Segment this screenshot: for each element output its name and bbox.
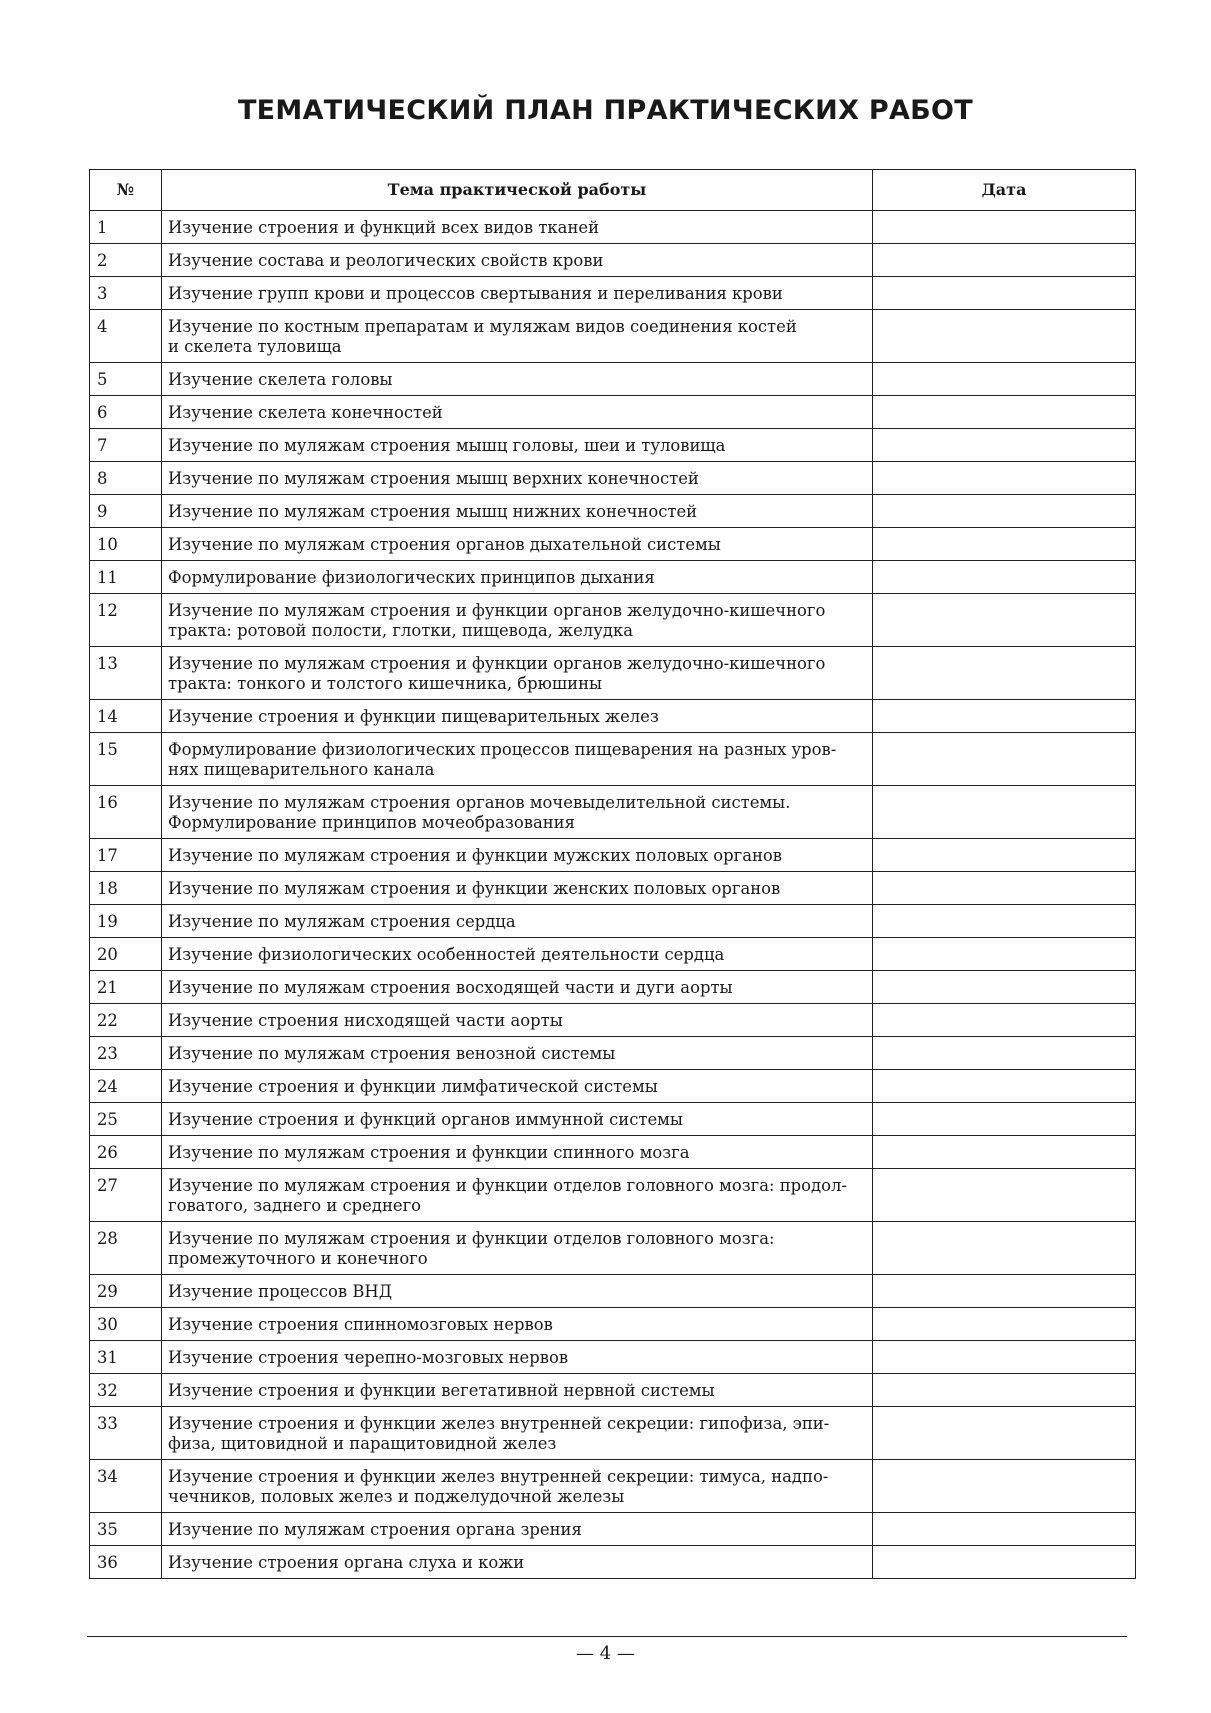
row-number: 11 <box>90 561 162 594</box>
row-date <box>873 462 1136 495</box>
row-date <box>873 839 1136 872</box>
row-number: 2 <box>90 244 162 277</box>
row-number: 26 <box>90 1136 162 1169</box>
table-row <box>90 1407 1136 1460</box>
row-date <box>873 1374 1136 1407</box>
row-topic: Изучение скелета головы <box>162 363 873 396</box>
row-date <box>873 872 1136 905</box>
row-number: 36 <box>90 1546 162 1579</box>
header-number: № <box>90 170 162 211</box>
row-date <box>873 1341 1136 1374</box>
row-number: 1 <box>90 211 162 244</box>
row-topic: Изучение по костным препаратам и муляжам видов соединения костей и скелета туловища <box>162 310 873 363</box>
row-date <box>873 905 1136 938</box>
row-number: 25 <box>90 1103 162 1136</box>
table-row <box>90 733 1136 786</box>
table-row <box>90 1037 1136 1070</box>
table-row <box>90 1308 1136 1341</box>
row-topic: Изучение по муляжам строения и функции органов желудочно-кишечного тракта: тонкого и толстого кишечника, брюшины <box>162 647 873 700</box>
row-date <box>873 1407 1136 1460</box>
table-row <box>90 1222 1136 1275</box>
row-topic: Изучение по муляжам строения мышц нижних конечностей <box>162 495 873 528</box>
row-date <box>873 363 1136 396</box>
row-date <box>873 594 1136 647</box>
row-date <box>873 786 1136 839</box>
table-row <box>90 528 1136 561</box>
row-date <box>873 244 1136 277</box>
row-topic: Изучение строения органа слуха и кожи <box>162 1546 873 1579</box>
row-date <box>873 528 1136 561</box>
row-date <box>873 1169 1136 1222</box>
row-date <box>873 561 1136 594</box>
row-date <box>873 1004 1136 1037</box>
table-row <box>90 971 1136 1004</box>
row-date <box>873 733 1136 786</box>
table-row <box>90 1341 1136 1374</box>
row-topic: Изучение по муляжам строения мышц верхних конечностей <box>162 462 873 495</box>
row-number: 4 <box>90 310 162 363</box>
table-header-row <box>90 170 1136 211</box>
row-topic: Изучение по муляжам строения венозной системы <box>162 1037 873 1070</box>
table-row <box>90 700 1136 733</box>
row-date <box>873 647 1136 700</box>
row-date <box>873 1513 1136 1546</box>
table-row <box>90 495 1136 528</box>
table-row <box>90 462 1136 495</box>
row-topic: Изучение групп крови и процессов свертывания и переливания крови <box>162 277 873 310</box>
row-number: 10 <box>90 528 162 561</box>
row-number: 8 <box>90 462 162 495</box>
table-row <box>90 786 1136 839</box>
row-date <box>873 1136 1136 1169</box>
row-number: 18 <box>90 872 162 905</box>
row-topic: Изучение по муляжам строения и функции отделов головного мозга: промежуточного и конечного <box>162 1222 873 1275</box>
row-topic: Изучение по муляжам строения органа зрения <box>162 1513 873 1546</box>
row-number: 28 <box>90 1222 162 1275</box>
table-row <box>90 1546 1136 1579</box>
table-row <box>90 594 1136 647</box>
row-number: 16 <box>90 786 162 839</box>
row-topic: Изучение по муляжам строения и функции женских половых органов <box>162 872 873 905</box>
row-topic: Изучение скелета конечностей <box>162 396 873 429</box>
table-row <box>90 310 1136 363</box>
footer-divider <box>87 1636 1127 1637</box>
table-row <box>90 1374 1136 1407</box>
row-number: 5 <box>90 363 162 396</box>
table-row <box>90 363 1136 396</box>
table-row <box>90 1275 1136 1308</box>
row-topic: Изучение процессов ВНД <box>162 1275 873 1308</box>
row-number: 12 <box>90 594 162 647</box>
table-row <box>90 277 1136 310</box>
row-topic: Изучение по муляжам строения и функции спинного мозга <box>162 1136 873 1169</box>
row-topic: Изучение строения и функции лимфатической системы <box>162 1070 873 1103</box>
row-date <box>873 277 1136 310</box>
row-number: 22 <box>90 1004 162 1037</box>
row-date <box>873 1103 1136 1136</box>
row-number: 23 <box>90 1037 162 1070</box>
row-topic: Формулирование физиологических принципов дыхания <box>162 561 873 594</box>
row-number: 31 <box>90 1341 162 1374</box>
row-date <box>873 429 1136 462</box>
row-date <box>873 1070 1136 1103</box>
row-number: 17 <box>90 839 162 872</box>
row-topic: Изучение строения и функции желез внутренней секреции: гипофиза, эпи- физа, щитовидной и паращитовидной желез <box>162 1407 873 1460</box>
row-number: 33 <box>90 1407 162 1460</box>
row-date <box>873 310 1136 363</box>
table-row <box>90 1169 1136 1222</box>
row-date <box>873 1037 1136 1070</box>
row-date <box>873 1546 1136 1579</box>
table-row <box>90 1460 1136 1513</box>
table-row <box>90 1513 1136 1546</box>
row-number: 9 <box>90 495 162 528</box>
table-row <box>90 938 1136 971</box>
table-row <box>90 839 1136 872</box>
table-row <box>90 211 1136 244</box>
row-number: 13 <box>90 647 162 700</box>
row-number: 20 <box>90 938 162 971</box>
page-number: — 4 — <box>576 1643 635 1664</box>
row-topic: Изучение по муляжам строения восходящей части и дуги аорты <box>162 971 873 1004</box>
table-row <box>90 396 1136 429</box>
table-row <box>90 1136 1136 1169</box>
row-date <box>873 1275 1136 1308</box>
row-number: 21 <box>90 971 162 1004</box>
page-title: ТЕМАТИЧЕСКИЙ ПЛАН ПРАКТИЧЕСКИХ РАБОТ <box>237 95 974 126</box>
row-date <box>873 1308 1136 1341</box>
row-number: 24 <box>90 1070 162 1103</box>
practical-works-table <box>89 169 1136 1579</box>
header-date: Дата <box>873 170 1136 211</box>
row-topic: Изучение по муляжам строения и функции мужских половых органов <box>162 839 873 872</box>
table-body <box>90 211 1136 1579</box>
header-topic: Тема практической работы <box>162 170 873 211</box>
row-date <box>873 938 1136 971</box>
row-topic: Изучение строения спинномозговых нервов <box>162 1308 873 1341</box>
table-row <box>90 429 1136 462</box>
row-topic: Изучение строения и функций всех видов тканей <box>162 211 873 244</box>
row-topic: Изучение физиологических особенностей деятельности сердца <box>162 938 873 971</box>
row-topic: Изучение состава и реологических свойств крови <box>162 244 873 277</box>
table-row <box>90 905 1136 938</box>
row-date <box>873 211 1136 244</box>
row-number: 30 <box>90 1308 162 1341</box>
row-topic: Изучение строения и функции пищеварительных желез <box>162 700 873 733</box>
table-row <box>90 1103 1136 1136</box>
row-date <box>873 396 1136 429</box>
row-date <box>873 495 1136 528</box>
row-number: 29 <box>90 1275 162 1308</box>
row-number: 15 <box>90 733 162 786</box>
table-row <box>90 1070 1136 1103</box>
row-date <box>873 971 1136 1004</box>
row-number: 32 <box>90 1374 162 1407</box>
row-date <box>873 1460 1136 1513</box>
row-date <box>873 700 1136 733</box>
table-row <box>90 561 1136 594</box>
table-row <box>90 244 1136 277</box>
table-row <box>90 872 1136 905</box>
row-topic: Изучение по муляжам строения органов дыхательной системы <box>162 528 873 561</box>
row-number: 6 <box>90 396 162 429</box>
row-number: 19 <box>90 905 162 938</box>
row-topic: Изучение строения нисходящей части аорты <box>162 1004 873 1037</box>
row-topic: Изучение по муляжам строения и функции органов желудочно-кишечного тракта: ротовой полости, глотки, пищевода, желудка <box>162 594 873 647</box>
row-topic: Изучение по муляжам строения сердца <box>162 905 873 938</box>
row-topic: Изучение строения и функций органов иммунной системы <box>162 1103 873 1136</box>
row-number: 3 <box>90 277 162 310</box>
row-number: 34 <box>90 1460 162 1513</box>
row-topic: Изучение строения и функции вегетативной нервной системы <box>162 1374 873 1407</box>
row-topic: Изучение по муляжам строения мышц головы, шеи и туловища <box>162 429 873 462</box>
row-topic: Изучение по муляжам строения и функции отделов головного мозга: продол- говатого, заднего и среднего <box>162 1169 873 1222</box>
row-date <box>873 1222 1136 1275</box>
row-number: 35 <box>90 1513 162 1546</box>
table-row <box>90 1004 1136 1037</box>
row-topic: Изучение строения черепно-мозговых нервов <box>162 1341 873 1374</box>
row-number: 14 <box>90 700 162 733</box>
row-topic: Изучение строения и функции желез внутренней секреции: тимуса, надпо- чечников, половых желез и поджелудочной железы <box>162 1460 873 1513</box>
table-row <box>90 647 1136 700</box>
row-topic: Изучение по муляжам строения органов мочевыделительной системы. Формулирование принципов мочеобразования <box>162 786 873 839</box>
row-number: 27 <box>90 1169 162 1222</box>
row-number: 7 <box>90 429 162 462</box>
row-topic: Формулирование физиологических процессов пищеварения на разных уров- нях пищеварительного канала <box>162 733 873 786</box>
